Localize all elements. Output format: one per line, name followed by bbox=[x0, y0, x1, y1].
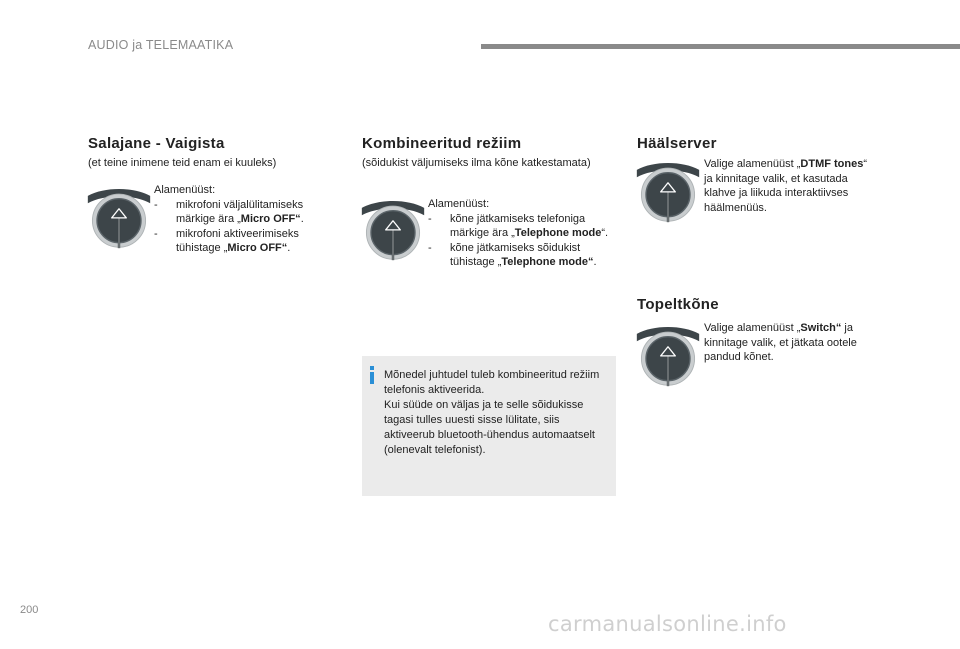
menu-label: Alamenüüst: bbox=[428, 198, 490, 210]
section-title-salajane: Salajane - Vaigista bbox=[88, 135, 225, 152]
list-dash: - bbox=[428, 212, 432, 225]
list-item bbox=[154, 227, 322, 256]
list-dash: - bbox=[154, 227, 158, 240]
note-text bbox=[384, 368, 612, 458]
section-title-haalserver: Häälserver bbox=[637, 135, 717, 152]
instructions-haalserver bbox=[704, 157, 876, 215]
header-title: AUDIO ja TELEMAATIKA bbox=[88, 38, 234, 52]
item-bold: DTMF tones bbox=[800, 158, 864, 170]
item-text-post: . bbox=[300, 213, 304, 225]
instructions-topeltkone bbox=[704, 321, 876, 365]
item-bold: Telephone mode“ bbox=[501, 256, 594, 268]
instructions-salajane bbox=[154, 183, 322, 256]
item-text-post: “ ja kinnitage valik, et kasutada klahve ja liikuda interaktiivses häälmenüüs. bbox=[704, 158, 868, 214]
item-text-post: ja kinnitage valik, et jätkata ootele pandud kõnet. bbox=[704, 322, 857, 363]
item-bold: Switch“ bbox=[800, 322, 842, 334]
item-bold: Micro OFF“ bbox=[227, 242, 288, 254]
menu-label: Alamenüüst: bbox=[154, 184, 216, 196]
info-icon bbox=[368, 366, 376, 384]
item-bold: Telephone mode bbox=[514, 227, 602, 239]
watermark: carmanualsonline.info bbox=[548, 612, 787, 636]
instructions-kombineeritud bbox=[428, 197, 616, 270]
control-knob-icon bbox=[86, 184, 152, 250]
item-text: Valige alamenüüst „ bbox=[704, 322, 801, 334]
subtitle-salajane: (et teine inimene teid enam ei kuuleks) bbox=[88, 157, 277, 169]
section-title-kombineeritud: Kombineeritud režiim bbox=[362, 135, 522, 152]
item-text: kõne jätkamiseks telefoniga märkige ära „ bbox=[450, 212, 586, 239]
page-number: 200 bbox=[20, 604, 39, 616]
list-dash: - bbox=[154, 198, 158, 211]
item-text: Valige alamenüüst „ bbox=[704, 158, 801, 170]
control-knob-icon bbox=[635, 158, 701, 224]
list-item bbox=[428, 212, 616, 241]
note-line-2: Kui süüde on väljas ja te selle sõidukisse tagasi tulles uuesti sisse lülitate, siis aktiveerub bluetooth-ühendus automaatselt (olenevalt telefonist). bbox=[384, 399, 595, 456]
item-text: mikrofoni aktiveerimiseks tühistage „ bbox=[176, 227, 299, 254]
control-knob-icon bbox=[360, 196, 426, 262]
subtitle-kombineeritud: (sõidukist väljumiseks ilma kõne katkestamata) bbox=[362, 157, 591, 169]
list-item bbox=[428, 241, 616, 270]
item-text-post: “. bbox=[601, 227, 609, 239]
item-text-post: . bbox=[593, 256, 597, 268]
item-text-post: . bbox=[287, 242, 291, 254]
header-bar bbox=[481, 44, 960, 49]
item-text: mikrofoni väljalülitamiseks märkige ära „ bbox=[176, 198, 304, 225]
control-knob-icon bbox=[635, 322, 701, 388]
note-line-1: Mõnedel juhtudel tuleb kombineeritud režiim telefonis aktiveerida. bbox=[384, 369, 600, 396]
section-title-topeltkone: Topeltkõne bbox=[637, 296, 719, 313]
item-text: kõne jätkamiseks sõidukist tühistage „ bbox=[450, 241, 581, 268]
list-item bbox=[154, 198, 322, 227]
list-dash: - bbox=[428, 241, 432, 254]
item-bold: Micro OFF“ bbox=[240, 213, 301, 225]
